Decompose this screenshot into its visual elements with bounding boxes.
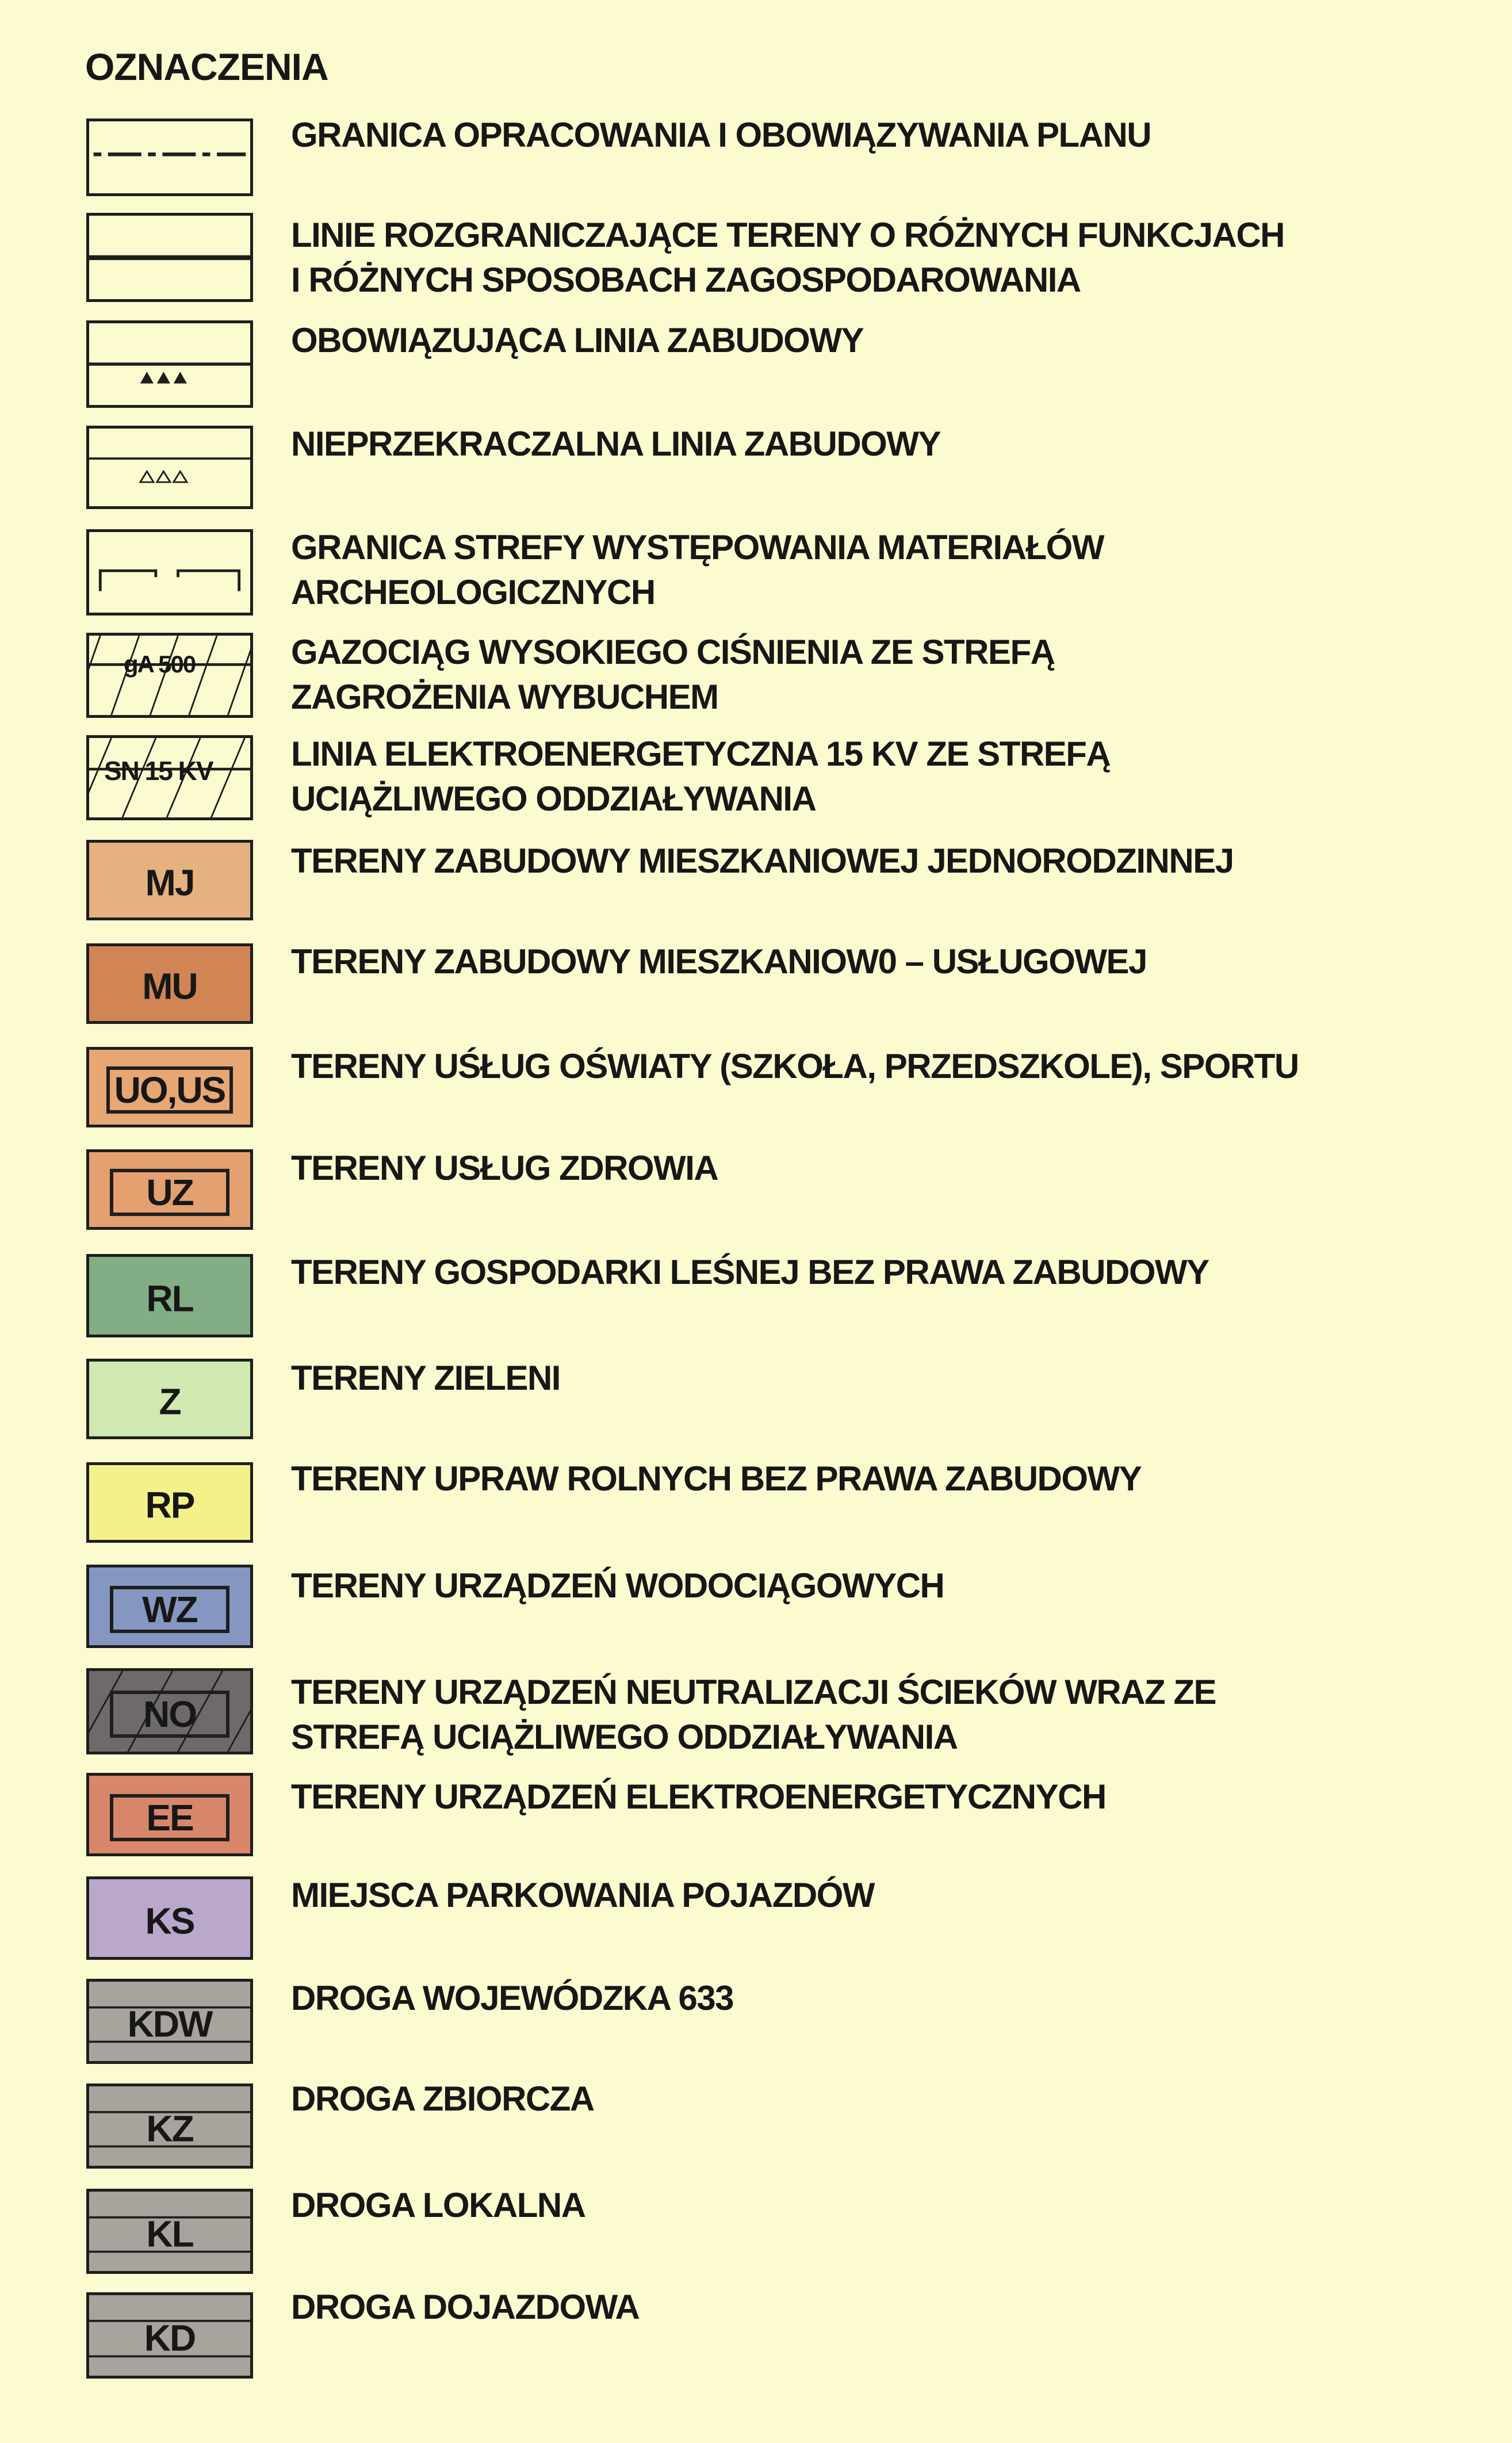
filled-triangles-icon [86, 320, 253, 408]
KL-road-swatch [86, 2189, 253, 2274]
legend-label: TERENY GOSPODARKI LEŚNEJ BEZ PRAWA ZABUDOWY [291, 1253, 1209, 1291]
power-line-hatched-icon [86, 735, 253, 820]
legend-label: DROGA DOJAZDOWA [291, 2288, 640, 2326]
bracket-line-icon [86, 529, 253, 615]
zone-code: EE [110, 1794, 229, 1841]
RL-swatch [86, 1254, 253, 1337]
MU-swatch [86, 943, 253, 1024]
NO-swatch [86, 1668, 253, 1754]
legend-label: ZAGROŻENIA WYBUCHEM [291, 678, 718, 716]
legend-label: ARCHEOLOGICZNYCH [291, 573, 655, 611]
legend-label: OBOWIĄZUJĄCA LINIA ZABUDOWY [291, 321, 863, 360]
legend-label: DROGA ZBIORCZA [291, 2079, 594, 2118]
zone-code: KD [144, 2317, 196, 2359]
dash-dot-line-icon [86, 118, 253, 196]
solid-line-icon [86, 213, 253, 302]
zone-code: RP [145, 1484, 194, 1526]
legend-label: DROGA WOJEWÓDZKA 633 [291, 1979, 733, 2017]
zone-code: UO,US [106, 1066, 233, 1114]
UO-US-swatch [86, 1047, 253, 1127]
KD-road-swatch [86, 2292, 253, 2379]
gas-pipeline-code: gA 500 [124, 651, 196, 678]
legend-label: TERENY ZABUDOWY MIESZKANIOWEJ JEDNORODZINNEJ [291, 842, 1234, 880]
legend-label: UCIĄŻLIWEGO ODDZIAŁYWANIA [291, 779, 816, 818]
zone-code: RL [146, 1277, 193, 1319]
EE-swatch [86, 1773, 253, 1856]
legend-label: TERENY URZĄDZEŃ NEUTRALIZACJI ŚCIEKÓW WRAZ ZE [291, 1673, 1216, 1711]
legend-label: NIEPRZEKRACZALNA LINIA ZABUDOWY [291, 425, 940, 463]
KDW-road-swatch [86, 1979, 253, 2064]
legend-label: TERENY ZIELENI [291, 1359, 560, 1397]
legend-label: STREFĄ UCIĄŻLIWEGO ODDZIAŁYWANIA [291, 1718, 958, 1756]
legend-label: TERENY UPRAW ROLNYCH BEZ PRAWA ZABUDOWY [291, 1459, 1142, 1498]
zone-code: Z [159, 1381, 181, 1423]
MJ-swatch [86, 840, 253, 920]
zone-code: WZ [110, 1585, 229, 1633]
gas-pipeline-hatched-icon [86, 633, 253, 718]
Z-swatch [86, 1359, 253, 1439]
UZ-swatch [86, 1149, 253, 1230]
zone-code: KL [146, 2213, 193, 2255]
WZ-swatch [86, 1565, 253, 1648]
legend-title: OZNACZENIA [85, 45, 328, 88]
legend-label: TERENY USŁUG ZDROWIA [291, 1149, 718, 1187]
legend-label: TERENY UŚŁUG OŚWIATY (SZKOŁA, PRZEDSZKOLE), SPORTU [291, 1047, 1299, 1085]
legend-label: GRANICA STREFY WYSTĘPOWANIA MATERIAŁÓW [291, 528, 1104, 567]
legend-label: I RÓŻNYCH SPOSOBACH ZAGOSPODAROWANIA [291, 261, 1081, 299]
zone-code: KDW [127, 2003, 212, 2045]
zone-code: KZ [146, 2108, 193, 2150]
legend-label: TERENY URZĄDZEŃ WODOCIĄGOWYCH [291, 1566, 944, 1605]
zone-code: MJ [145, 862, 194, 904]
KZ-road-swatch [86, 2083, 253, 2169]
legend-label: GAZOCIĄG WYSOKIEGO CIŚNIENIA ZE STREFĄ [291, 633, 1055, 671]
legend-label: DROGA LOKALNA [291, 2186, 585, 2224]
legend-label: GRANICA OPRACOWANIA I OBOWIĄZYWANIA PLANU [291, 116, 1151, 154]
power-line-code: SN 15 KV [104, 756, 213, 786]
legend-label: TERENY URZĄDZEŃ ELEKTROENERGETYCZNYCH [291, 1777, 1106, 1816]
legend-label: MIEJSCA PARKOWANIA POJAZDÓW [291, 1876, 874, 1914]
legend-label: LINIE ROZGRANICZAJĄCE TERENY O RÓŻNYCH FUNKCJACH [291, 216, 1284, 254]
zone-code: KS [145, 1899, 194, 1941]
zone-code: MU [142, 965, 197, 1007]
legend-label: TERENY ZABUDOWY MIESZKANIOW0 – USŁUGOWEJ [291, 942, 1147, 981]
zone-code: UZ [110, 1169, 229, 1216]
legend-label: LINIA ELEKTROENERGETYCZNA 15 KV ZE STREFĄ [291, 735, 1111, 773]
zone-code: NO [110, 1691, 229, 1738]
outline-triangles-icon [86, 426, 253, 509]
RP-swatch [86, 1462, 253, 1543]
KS-swatch [86, 1876, 253, 1960]
